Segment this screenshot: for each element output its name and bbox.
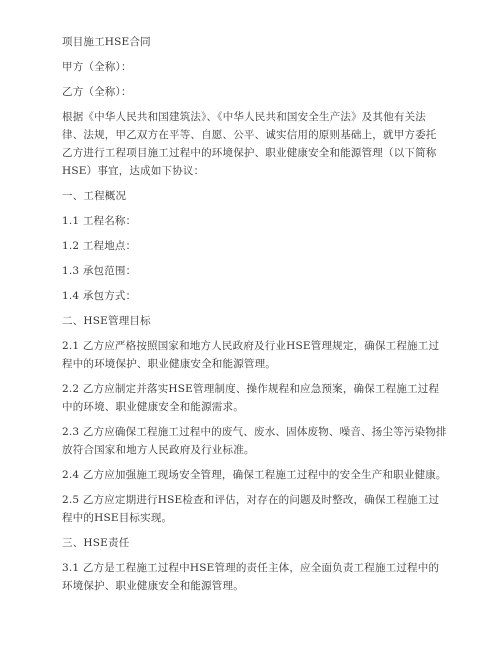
party-a-line: 甲方（全称）：: [62, 61, 132, 73]
clause-2-5: 2.5 乙方应定期进行HSE检查和评估，对存在的问题及时整改，确保工程施工过程中的HSE目标实现。: [62, 494, 440, 524]
clause-2-4: 2.4 乙方应加强施工现场安全管理，确保工程施工过程中的安全生产和职业健康。: [62, 469, 447, 481]
clause-1-4: 1.4 承包方式：: [62, 290, 137, 302]
clause-1-1: 1.1 工程名称：: [62, 215, 137, 227]
clause-2-1: 2.1 乙方应严格按照国家和地方人民政府及行业HSE管理规定，确保工程施工过程中的环境保护、职业健康安全和能源管理。: [62, 340, 440, 370]
party-b-line: 乙方（全称）：: [62, 86, 132, 98]
clause-2-3: 2.3 乙方应确保工程施工过程中的废气、废水、固体废物、噪音、扬尘等污染物排放符合国家和地方人民政府及行业标准。: [62, 426, 447, 456]
section-heading-overview: 一、工程概况: [62, 190, 127, 202]
section-heading-hse-responsibility: 三、HSE责任: [62, 537, 130, 549]
section-heading-hse-goals: 二、HSE管理目标: [62, 315, 151, 327]
clause-1-3: 1.3 承包范围：: [62, 265, 137, 277]
clause-3-1: 3.1 乙方是工程施工过程中HSE管理的责任主体，应全面负责工程施工过程中的环境保护、职业健康安全和能源管理。: [62, 562, 440, 592]
clause-2-2: 2.2 乙方应制定并落实HSE管理制度、操作规程和应急预案，确保工程施工过程中的环境、职业健康安全和能源需求。: [62, 383, 440, 413]
document-title: 项目施工HSE合同: [62, 36, 151, 48]
preamble-paragraph: 根据《中华人民共和国建筑法》、《中华人民共和国安全生产法》及其他有关法律、法规，甲乙双方在平等、自愿、公平、诚实信用的原则基础上，就甲方委托乙方进行工程项目施工过程中的环境保护、职业健康安全和能源管理（以下简称HSE）事宜，达成如下协议：: [62, 111, 437, 177]
clause-1-2: 1.2 工程地点：: [62, 240, 137, 252]
